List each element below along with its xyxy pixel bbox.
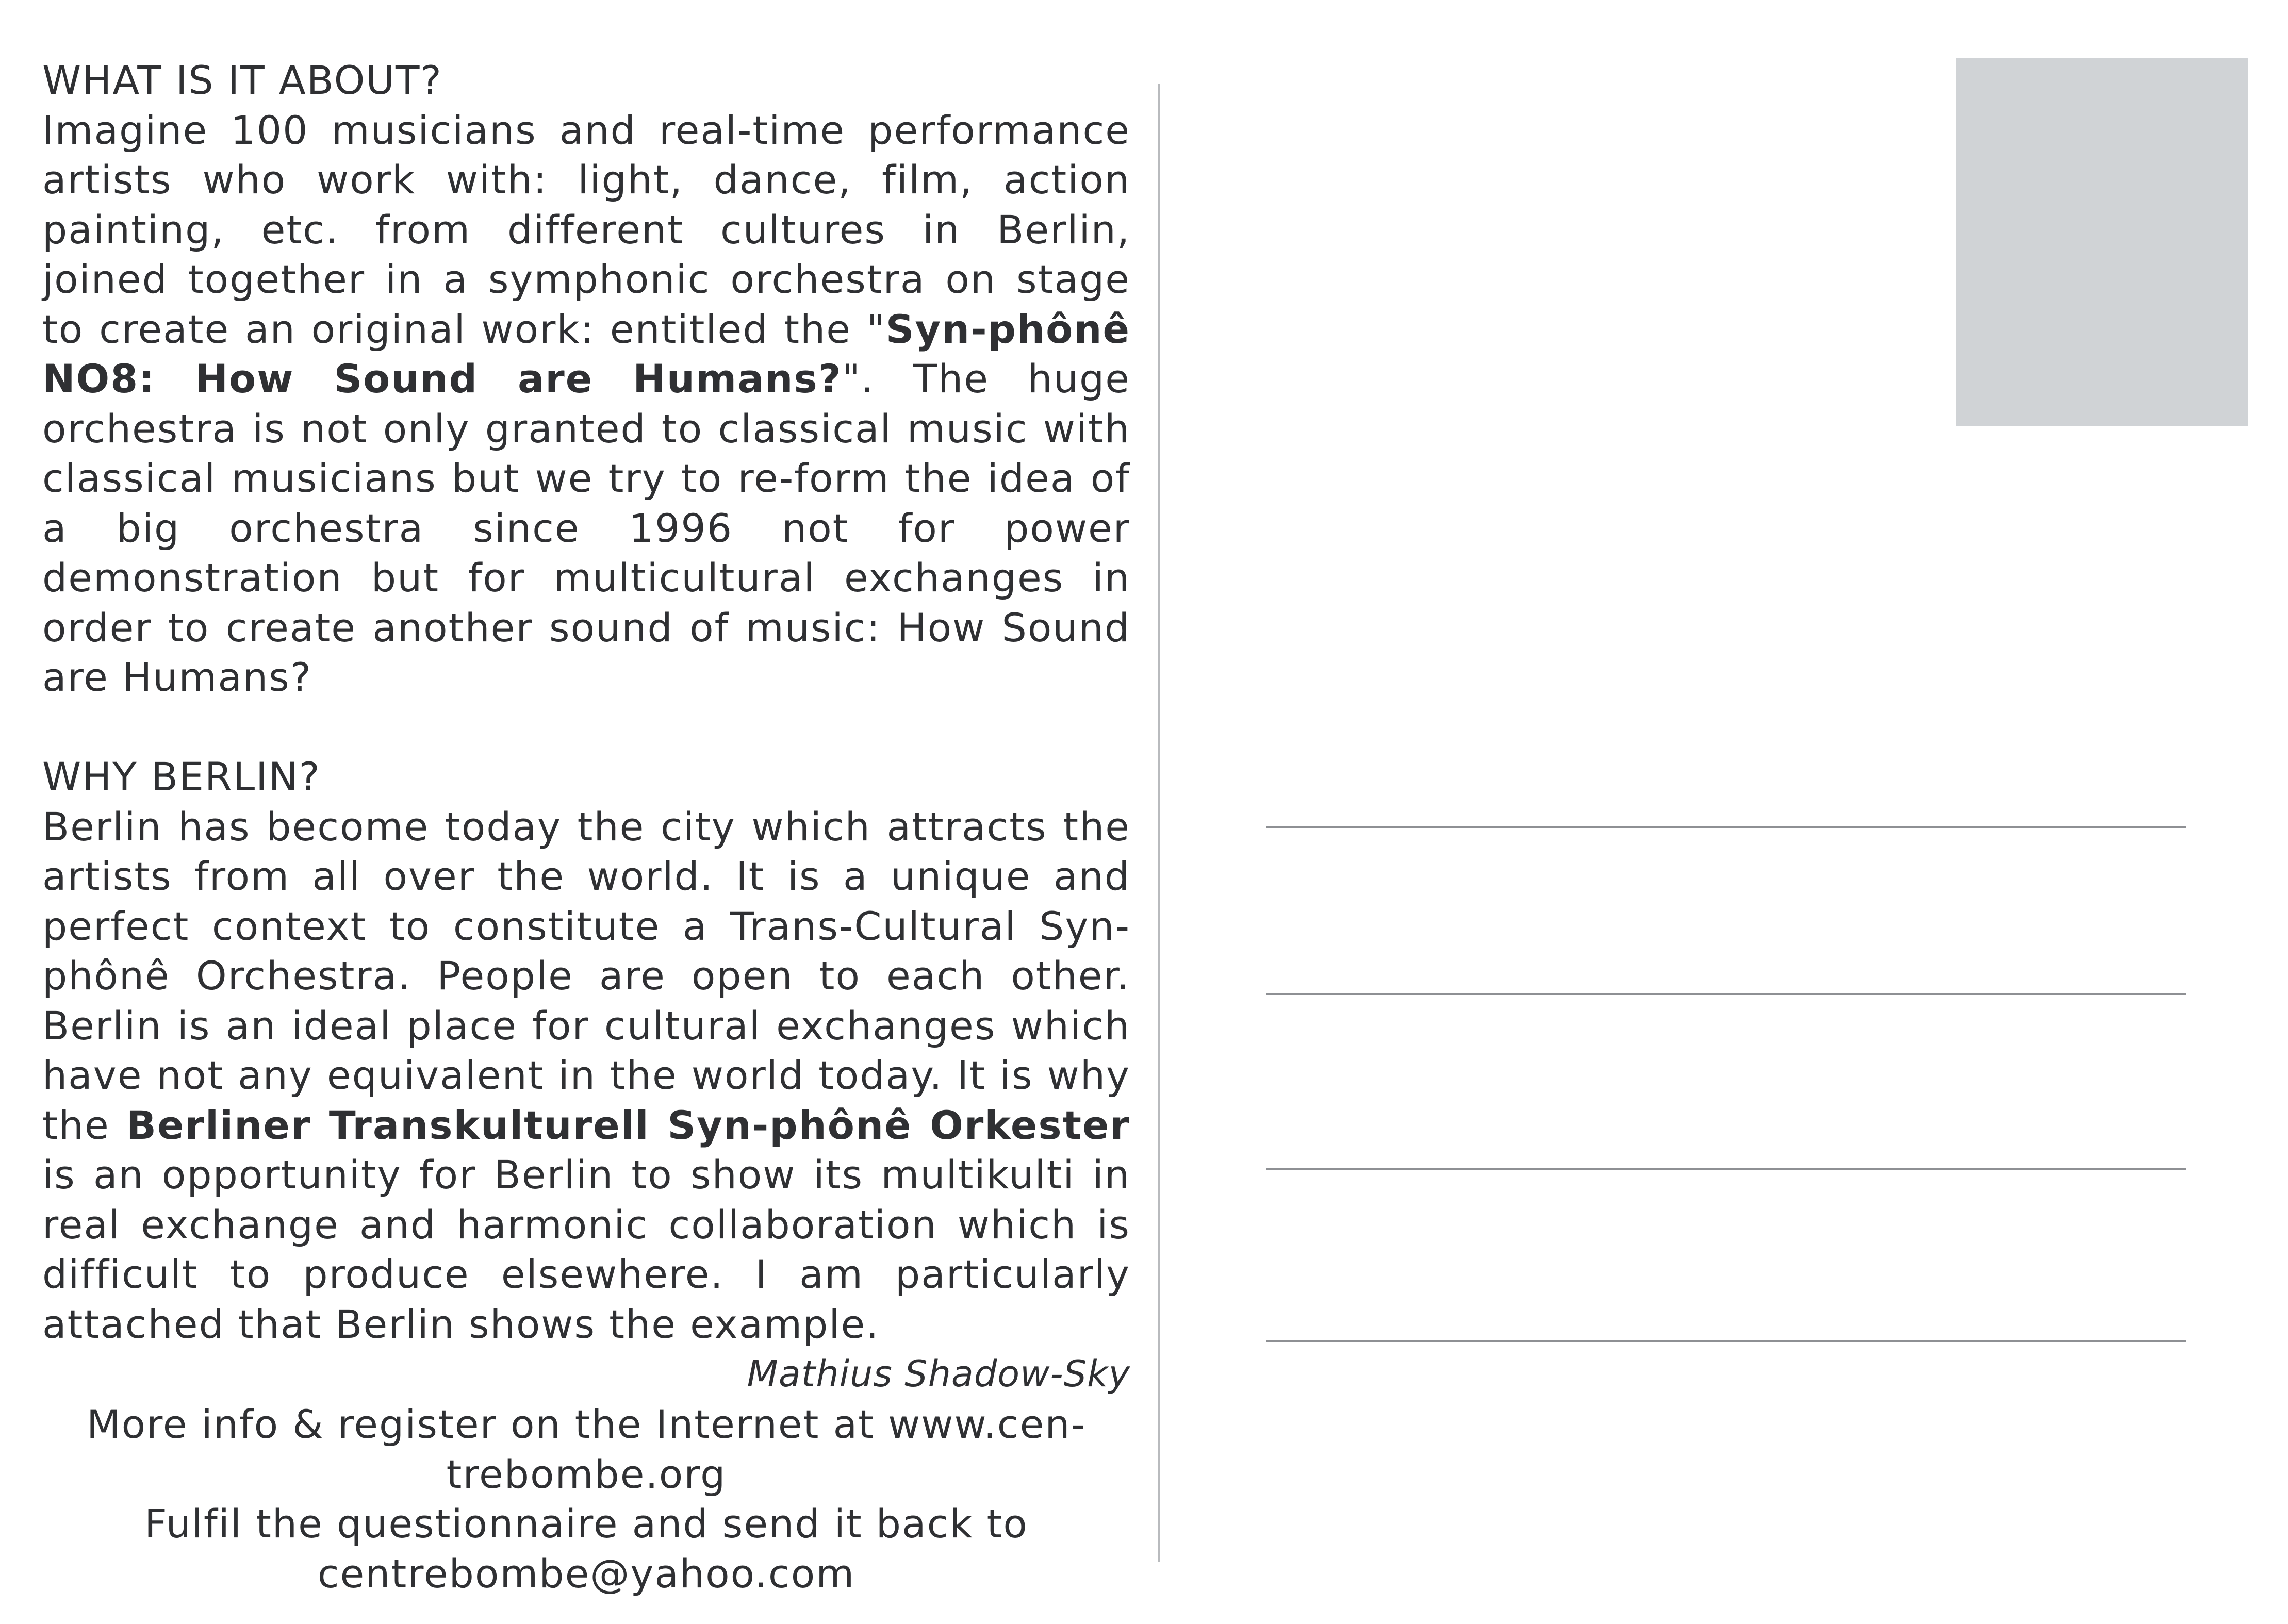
message-column: [42, 56, 1130, 1399]
section-heading-about: WHAT IS IT ABOUT?: [42, 57, 442, 103]
contact-footer: [42, 1400, 1130, 1599]
address-line-3: [1266, 1168, 2186, 1170]
address-line-1: [1266, 826, 2186, 828]
address-line-4: [1266, 1340, 2186, 1342]
section-text-about: [42, 106, 1130, 703]
paragraph-gap: [42, 703, 1130, 753]
footer-email-line: Fulfil the questionnaire and send it back to centrebombe@yahoo.com: [144, 1501, 1028, 1597]
orchestra-name: Berliner Transkulturell Syn-phônê Orkester: [126, 1102, 1130, 1148]
address-line-2: [1266, 993, 2186, 995]
author-signature: Mathius Shadow-Sky: [747, 1353, 1130, 1395]
section-heading-berlin: WHY BERLIN?: [42, 754, 321, 800]
about-text-part2: ". The huge orchestra is not only granted to classical music with classical musicians but we try to re-form the idea of a big orchestra since 1996 not for power demonstration but for multicultural exchanges in order to create another sound of music: How Sound are Humans?: [42, 356, 1131, 700]
footer-website-line: More info & register on the Internet at www.cen-trebombe.org: [87, 1401, 1086, 1497]
work-title: Syn-phônê NO8: How Sound are Humans?: [42, 306, 1130, 402]
stamp-box: [1956, 58, 2248, 426]
berlin-text-part2: is an opportunity for Berlin to show its multikulti in real exchange and harmonic collaboration which is difficult to produce elsewhere. I am particularly attached that Berlin shows the example.: [42, 1152, 1130, 1347]
center-divider: [1158, 84, 1160, 1562]
section-text-berlin: [42, 802, 1130, 1350]
about-text-part1: Imagine 100 musicians and real-time performance artists who work with: light, dance, film, action painting, etc. from different cultures in Berlin, joined together in a symphonic orchestra on stage to create an original work: entitled the ": [42, 107, 1130, 352]
berlin-text-part1: Berlin has become today the city which attracts the artists from all over the world. It is a unique and perfect context to constitute a Trans-Cultural Syn-phônê Orchestra. People are open to each other. Berlin is an ideal place for cultural exchanges which have not any equivalent in the world today. It is why the: [42, 803, 1130, 1148]
